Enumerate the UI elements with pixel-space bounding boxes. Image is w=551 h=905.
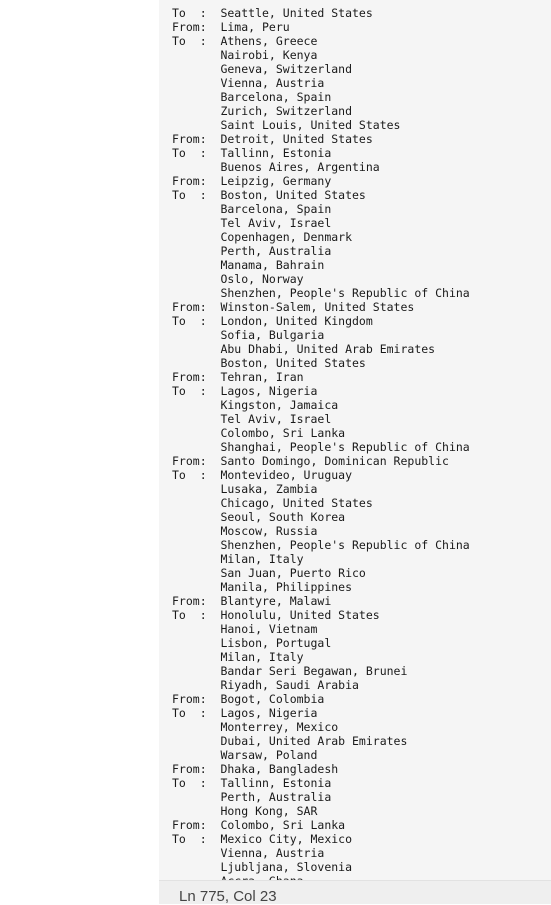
text-line: From: Leipzig, Germany: [172, 174, 332, 188]
left-pane: [0, 0, 159, 904]
text-line: From: Colombo, Sri Lanka: [172, 818, 346, 832]
text-line: Warsaw, Poland: [172, 748, 318, 762]
text-line: To : Seattle, United States: [172, 6, 373, 20]
text-line: Boston, United States: [172, 356, 366, 370]
text-line: Kingston, Jamaica: [172, 398, 339, 412]
text-line: Perth, Australia: [172, 244, 332, 258]
text-line: Colombo, Sri Lanka: [172, 426, 346, 440]
text-line: Shanghai, People's Republic of China: [172, 440, 470, 454]
text-line: Manama, Bahrain: [172, 258, 325, 272]
text-line: Oslo, Norway: [172, 272, 304, 286]
text-line: Abu Dhabi, United Arab Emirates: [172, 342, 436, 356]
text-line: Zurich, Switzerland: [172, 104, 353, 118]
text-line: From: Tehran, Iran: [172, 370, 304, 384]
status-bar: [159, 880, 551, 904]
text-line: Hanoi, Vietnam: [172, 622, 318, 636]
text-line: Buenos Aires, Argentina: [172, 160, 380, 174]
text-line: Lusaka, Zambia: [172, 482, 318, 496]
cursor-position: Ln 775, Col 23: [179, 888, 277, 905]
text-line: From: Santo Domingo, Dominican Republic: [172, 454, 449, 468]
text-line: Milan, Italy: [172, 650, 304, 664]
text-line: To : Honolulu, United States: [172, 608, 380, 622]
text-line: San Juan, Puerto Rico: [172, 566, 366, 580]
text-line: Sofia, Bulgaria: [172, 328, 325, 342]
text-line: Milan, Italy: [172, 552, 304, 566]
text-line: From: Winston-Salem, United States: [172, 300, 415, 314]
text-editor[interactable]: [159, 0, 551, 880]
text-line: Vienna, Austria: [172, 76, 325, 90]
text-line: To : Tallinn, Estonia: [172, 776, 332, 790]
text-line: Chicago, United States: [172, 496, 373, 510]
text-line: Saint Louis, United States: [172, 118, 401, 132]
text-line: To : Lagos, Nigeria: [172, 706, 318, 720]
text-line: Seoul, South Korea: [172, 510, 346, 524]
text-line: Barcelona, Spain: [172, 202, 332, 216]
text-line: From: Detroit, United States: [172, 132, 373, 146]
text-line: To : Lagos, Nigeria: [172, 384, 318, 398]
text-line: To : Mexico City, Mexico: [172, 832, 353, 846]
text-line: Monterrey, Mexico: [172, 720, 339, 734]
text-line: Geneva, Switzerland: [172, 62, 353, 76]
text-line: Hong Kong, SAR: [172, 804, 318, 818]
text-line: Lisbon, Portugal: [172, 636, 332, 650]
text-line: Shenzhen, People's Republic of China: [172, 538, 470, 552]
text-line: Nairobi, Kenya: [172, 48, 318, 62]
text-line: Dubai, United Arab Emirates: [172, 734, 408, 748]
text-line: Ljubljana, Slovenia: [172, 860, 353, 874]
text-line: Tel Aviv, Israel: [172, 412, 332, 426]
text-line: From: Blantyre, Malawi: [172, 594, 332, 608]
text-line: Moscow, Russia: [172, 524, 318, 538]
text-line: From: Bogot, Colombia: [172, 692, 325, 706]
text-line: Vienna, Austria: [172, 846, 325, 860]
text-line: To : Tallinn, Estonia: [172, 146, 332, 160]
text-line: From: Dhaka, Bangladesh: [172, 762, 339, 776]
text-line: Shenzhen, People's Republic of China: [172, 286, 470, 300]
text-line: Riyadh, Saudi Arabia: [172, 678, 359, 692]
text-line: To : Athens, Greece: [172, 34, 318, 48]
editor-text-area[interactable]: [172, 6, 470, 888]
text-line: Barcelona, Spain: [172, 90, 332, 104]
text-line: Bandar Seri Begawan, Brunei: [172, 664, 408, 678]
text-line: Copenhagen, Denmark: [172, 230, 353, 244]
text-line: To : Boston, United States: [172, 188, 366, 202]
text-line: To : Montevideo, Uruguay: [172, 468, 353, 482]
text-line: To : London, United Kingdom: [172, 314, 373, 328]
text-line: Manila, Philippines: [172, 580, 353, 594]
text-line: From: Lima, Peru: [172, 20, 290, 34]
text-line: Tel Aviv, Israel: [172, 216, 332, 230]
text-line: Perth, Australia: [172, 790, 332, 804]
